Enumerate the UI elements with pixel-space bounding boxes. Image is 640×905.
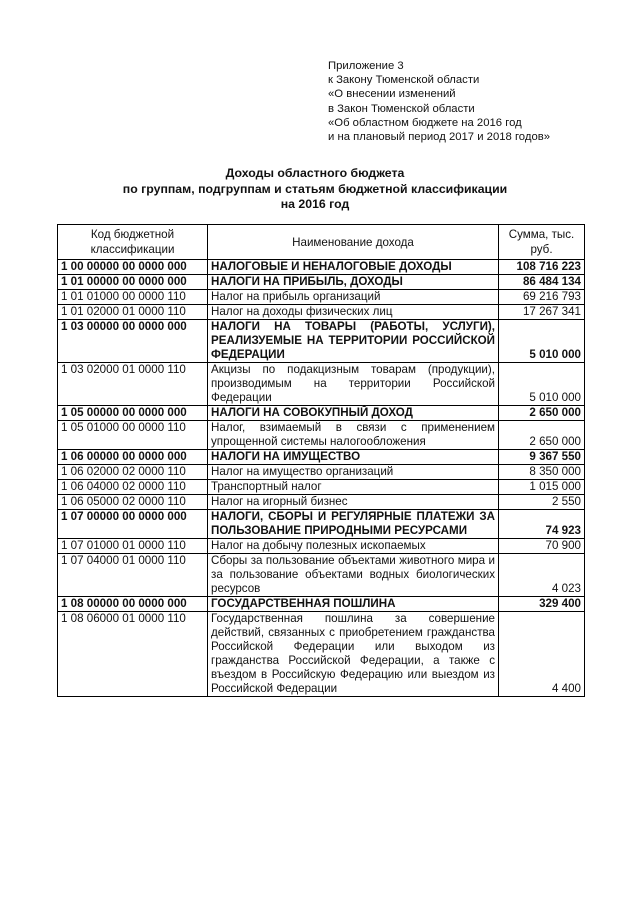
table-row [58,554,585,597]
row-name: Акцизы по подакцизным товарам (продукции), производимым на территории Российской Федерации [208,363,499,406]
row-sum: 5 010 000 [499,363,585,406]
row-code: 1 07 01000 01 0000 110 [58,539,208,554]
table-row [58,320,585,363]
appendix-line: к Закону Тюменской области [328,74,480,87]
header-sum: Сумма, тыс. руб. [499,225,585,260]
appendix-line: Приложение 3 [328,60,404,72]
row-name: Налог на игорный бизнес [208,495,499,510]
table-row [58,450,585,465]
row-code: 1 03 02000 01 0000 110 [58,363,208,406]
appendix-line: «О внесении изменений [328,88,456,101]
row-sum: 4 400 [499,612,585,697]
table-row [58,465,585,480]
row-name: НАЛОГИ НА СОВОКУПНЫЙ ДОХОД [208,406,499,421]
row-code: 1 00 00000 00 0000 000 [58,260,208,275]
table-row [58,597,585,612]
row-code: 1 01 02000 01 0000 110 [58,305,208,320]
title-line: на 2016 год [280,197,350,211]
row-name: ГОСУДАРСТВЕННАЯ ПОШЛИНА [208,597,499,612]
table-row [58,363,585,406]
row-sum: 17 267 341 [499,305,585,320]
row-code: 1 05 00000 00 0000 000 [58,406,208,421]
row-code: 1 01 00000 00 0000 000 [58,275,208,290]
row-code: 1 07 04000 01 0000 110 [58,554,208,597]
row-code: 1 07 00000 00 0000 000 [58,510,208,539]
row-sum: 2 650 000 [499,406,585,421]
table-row [58,421,585,450]
row-sum: 74 923 [499,510,585,539]
row-code: 1 06 00000 00 0000 000 [58,450,208,465]
row-sum: 108 716 223 [499,260,585,275]
table-row [58,612,585,697]
row-name: Налог, взимаемый в связи с применением упрощенной системы налогообложения [208,421,499,450]
row-code: 1 06 05000 02 0000 110 [58,495,208,510]
row-name: Сборы за пользование объектами животного мира и за пользование объектами водных биологических ресурсов [208,554,499,597]
row-code: 1 03 00000 00 0000 000 [58,320,208,363]
header-code: Код бюджетной классификации [58,225,208,260]
row-code: 1 06 04000 02 0000 110 [58,480,208,495]
row-sum: 1 015 000 [499,480,585,495]
row-sum: 8 350 000 [499,465,585,480]
row-code: 1 08 06000 01 0000 110 [58,612,208,697]
row-sum: 4 023 [499,554,585,597]
row-name: Налог на имущество организаций [208,465,499,480]
row-code: 1 01 01000 00 0000 110 [58,290,208,305]
row-sum: 2 650 000 [499,421,585,450]
row-sum: 2 550 [499,495,585,510]
table-row [58,539,585,554]
table-row [58,495,585,510]
table-row [58,260,585,275]
row-name: Налог на добычу полезных ископаемых [208,539,499,554]
row-name: НАЛОГОВЫЕ И НЕНАЛОГОВЫЕ ДОХОДЫ [208,260,499,275]
appendix-line: и на плановый период 2017 и 2018 годов» [328,131,551,144]
table-body [58,260,585,697]
row-sum: 9 367 550 [499,450,585,465]
row-name: НАЛОГИ НА ИМУЩЕСТВО [208,450,499,465]
table-row [58,510,585,539]
budget-income-table [57,224,585,697]
title-line: по группам, подгруппам и статьям бюджетной классификации [122,181,508,196]
row-sum: 86 484 134 [499,275,585,290]
row-sum: 5 010 000 [499,320,585,363]
row-name: Налог на прибыль организаций [208,290,499,305]
appendix-reference [328,59,628,144]
appendix-line: в Закон Тюменской области [328,102,475,115]
row-name: Налог на доходы физических лиц [208,305,499,320]
row-sum: 70 900 [499,539,585,554]
table-row [58,406,585,421]
row-name: НАЛОГИ НА ПРИБЫЛЬ, ДОХОДЫ [208,275,499,290]
table-row [58,275,585,290]
row-code: 1 08 00000 00 0000 000 [58,597,208,612]
row-code: 1 06 02000 02 0000 110 [58,465,208,480]
document-title [60,166,570,213]
row-name: Государственная пошлина за совершение действий, связанных с приобретением гражданства Российской Федерации или выходом из гражданства Российской Федерации, а также с въездом в Российскую Федерацию или выездом из Российской Федерации [208,612,499,697]
row-name: Транспортный налог [208,480,499,495]
table-row [58,290,585,305]
table-row [58,305,585,320]
title-line: Доходы областного бюджета [225,166,405,180]
row-code: 1 05 01000 00 0000 110 [58,421,208,450]
row-name: НАЛОГИ, СБОРЫ И РЕГУЛЯРНЫЕ ПЛАТЕЖИ ЗА ПОЛЬЗОВАНИЕ ПРИРОДНЫМИ РЕСУРСАМИ [208,510,499,539]
row-sum: 329 400 [499,597,585,612]
header-name: Наименование дохода [208,225,499,260]
appendix-line: «Об областном бюджете на 2016 год [328,116,522,129]
table-row [58,480,585,495]
row-sum: 69 216 793 [499,290,585,305]
row-name: НАЛОГИ НА ТОВАРЫ (РАБОТЫ, УСЛУГИ), РЕАЛИЗУЕМЫЕ НА ТЕРРИТОРИИ РОССИЙСКОЙ ФЕДЕРАЦИИ [208,320,499,363]
table-header-row [58,225,585,260]
